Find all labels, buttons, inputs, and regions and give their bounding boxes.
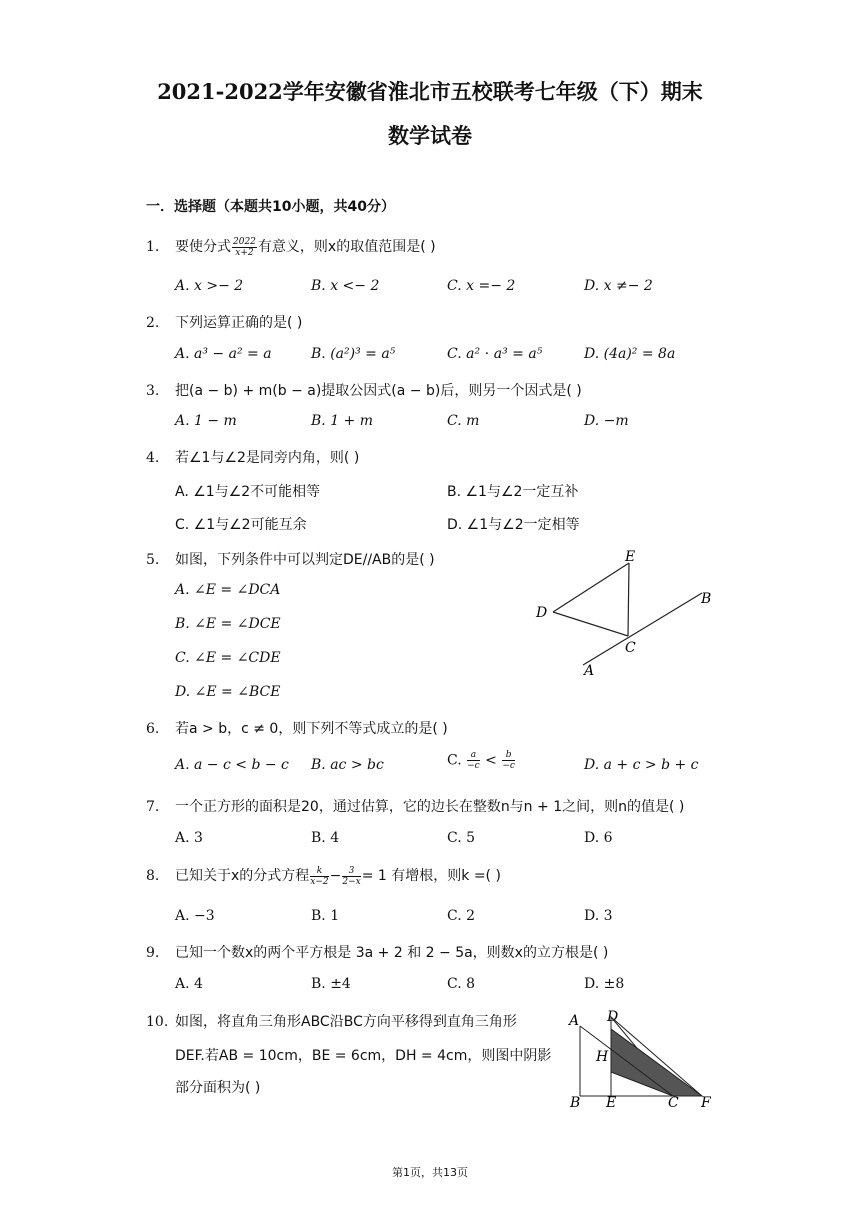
shaded-region	[611, 1029, 702, 1096]
option-a[interactable]: A. 1 − m	[175, 413, 237, 429]
section-heading: 一．选择题（本题共10小题，共40分）	[146, 199, 395, 215]
label-a: A	[569, 1013, 580, 1029]
option-b[interactable]: B. ±4	[311, 976, 351, 992]
option-c[interactable]: C. x =− 2	[447, 278, 516, 294]
option-d[interactable]: D. x ≠− 2	[584, 278, 653, 294]
option-d[interactable]: D. −m	[584, 413, 629, 429]
option-a[interactable]: A. 3	[175, 830, 203, 846]
option-a[interactable]: A. 4	[175, 976, 203, 992]
option-c[interactable]: C. a² ⋅ a³ = a⁵	[447, 346, 543, 362]
label-a: A	[584, 663, 595, 679]
option-d[interactable]: D. 3	[584, 908, 613, 924]
option-d[interactable]: D. 6	[584, 830, 613, 846]
option-a[interactable]: A. a³ − a² = a	[175, 346, 272, 362]
option-a[interactable]: A. ∠1与∠2不可能相等	[175, 484, 321, 500]
option-a[interactable]: A. ∠E = ∠DCA	[175, 582, 281, 598]
page-footer: 第1页，共13页	[392, 1166, 468, 1179]
question-2: 2. 下列运算正确的是( )	[146, 315, 303, 331]
segment-ac	[580, 1026, 673, 1096]
option-a[interactable]: A. a − c < b − c	[175, 757, 289, 773]
figure-q10	[560, 1005, 720, 1115]
question-10-line-3: 部分面积为( )	[175, 1080, 261, 1096]
figure-q5	[530, 545, 730, 680]
question-5: 5. 如图，下列条件中可以判定DE//AB的是( )	[146, 552, 435, 568]
line-ab	[583, 593, 702, 665]
label-b: B	[701, 591, 712, 607]
label-e: E	[606, 1095, 617, 1111]
option-b[interactable]: B. ∠E = ∠DCE	[175, 616, 281, 632]
option-a[interactable]: A. x >− 2	[175, 278, 244, 294]
question-1: 1. 要使分式 $\frac{2022}{x+2}$ 有意义，则x的取值范围是( )	[146, 236, 436, 258]
question-number: 1.	[146, 239, 160, 255]
option-b[interactable]: B. 4	[311, 830, 340, 846]
option-a[interactable]: A. −3	[175, 908, 215, 924]
question-3: 3. 把(a − b) + m(b − a)提取公因式(a − b)后，则另一个因式是( )	[146, 383, 582, 399]
question-10: 10. 如图，将直角三角形ABC沿BC方向平移得到直角三角形	[146, 1014, 517, 1030]
question-9: 9. 已知一个数x的两个平方根是 3a + 2 和 2 − 5a，则数x的立方根是( )	[146, 945, 609, 961]
fraction: $\frac{2022}{x+2}$	[233, 236, 256, 258]
option-b[interactable]: B. x <− 2	[311, 278, 380, 294]
option-b[interactable]: B. ac > bc	[311, 757, 384, 773]
option-b[interactable]: B. ∠1与∠2一定互补	[447, 484, 579, 500]
segment-dc	[553, 612, 628, 636]
question-8: 8. 已知关于x的分式方程 $\frac{k}{x-2}$ − $\frac{3}{2-x}$ = 1 有增根，则k =( )	[146, 865, 501, 887]
question-10-line-2: DEF.若AB = 10cm，BE = 6cm，DH = 4cm，则图中阴影	[175, 1048, 552, 1064]
option-b[interactable]: B. 1 + m	[311, 413, 374, 429]
option-b[interactable]: B. 1	[311, 908, 340, 924]
option-d[interactable]: D. ∠E = ∠BCE	[175, 684, 281, 700]
option-c[interactable]: C. 5	[447, 830, 476, 846]
option-d[interactable]: D. a + c > b + c	[584, 757, 699, 773]
option-c[interactable]: C. $\frac{a}{-c}$ < $\frac{b}{-c}$	[447, 750, 515, 771]
option-d[interactable]: D. ∠1与∠2一定相等	[447, 517, 580, 533]
label-b: B	[570, 1095, 581, 1111]
label-d: D	[536, 605, 548, 621]
fraction: $\frac{b}{-c}$	[502, 750, 515, 771]
label-c: C	[625, 640, 636, 656]
label-c: C	[668, 1095, 679, 1111]
question-7: 7. 一个正方形的面积是20，通过估算，它的边长在整数n与n + 1之间，则n的值是( )	[146, 799, 685, 815]
option-c[interactable]: C. ∠E = ∠CDE	[175, 650, 281, 666]
label-h: H	[596, 1049, 609, 1065]
fraction: $\frac{a}{-c}$	[467, 750, 480, 771]
label-e: E	[625, 549, 636, 565]
question-4: 4. 若∠1与∠2是同旁内角，则( )	[146, 450, 360, 466]
question-6: 6. 若a > b，c ≠ 0，则下列不等式成立的是( )	[146, 721, 448, 737]
option-d[interactable]: D. ±8	[584, 976, 625, 992]
label-f: F	[701, 1095, 711, 1111]
option-c[interactable]: C. ∠1与∠2可能互余	[175, 517, 307, 533]
fraction: $\frac{3}{2-x}$	[342, 865, 361, 887]
label-d: D	[607, 1009, 619, 1025]
page-subtitle: 数学试卷	[388, 123, 472, 148]
segment-ed	[553, 563, 629, 612]
option-c[interactable]: C. 8	[447, 976, 476, 992]
option-d[interactable]: D. (4a)² = 8a	[584, 346, 676, 362]
option-c[interactable]: C. 2	[447, 908, 476, 924]
page-title: 2021-2022学年安徽省淮北市五校联考七年级（下）期末	[157, 79, 703, 104]
segment-ec	[628, 563, 629, 636]
option-b[interactable]: B. (a²)³ = a⁵	[311, 346, 396, 362]
fraction: $\frac{k}{x-2}$	[310, 865, 329, 887]
option-c[interactable]: C. m	[447, 413, 480, 429]
